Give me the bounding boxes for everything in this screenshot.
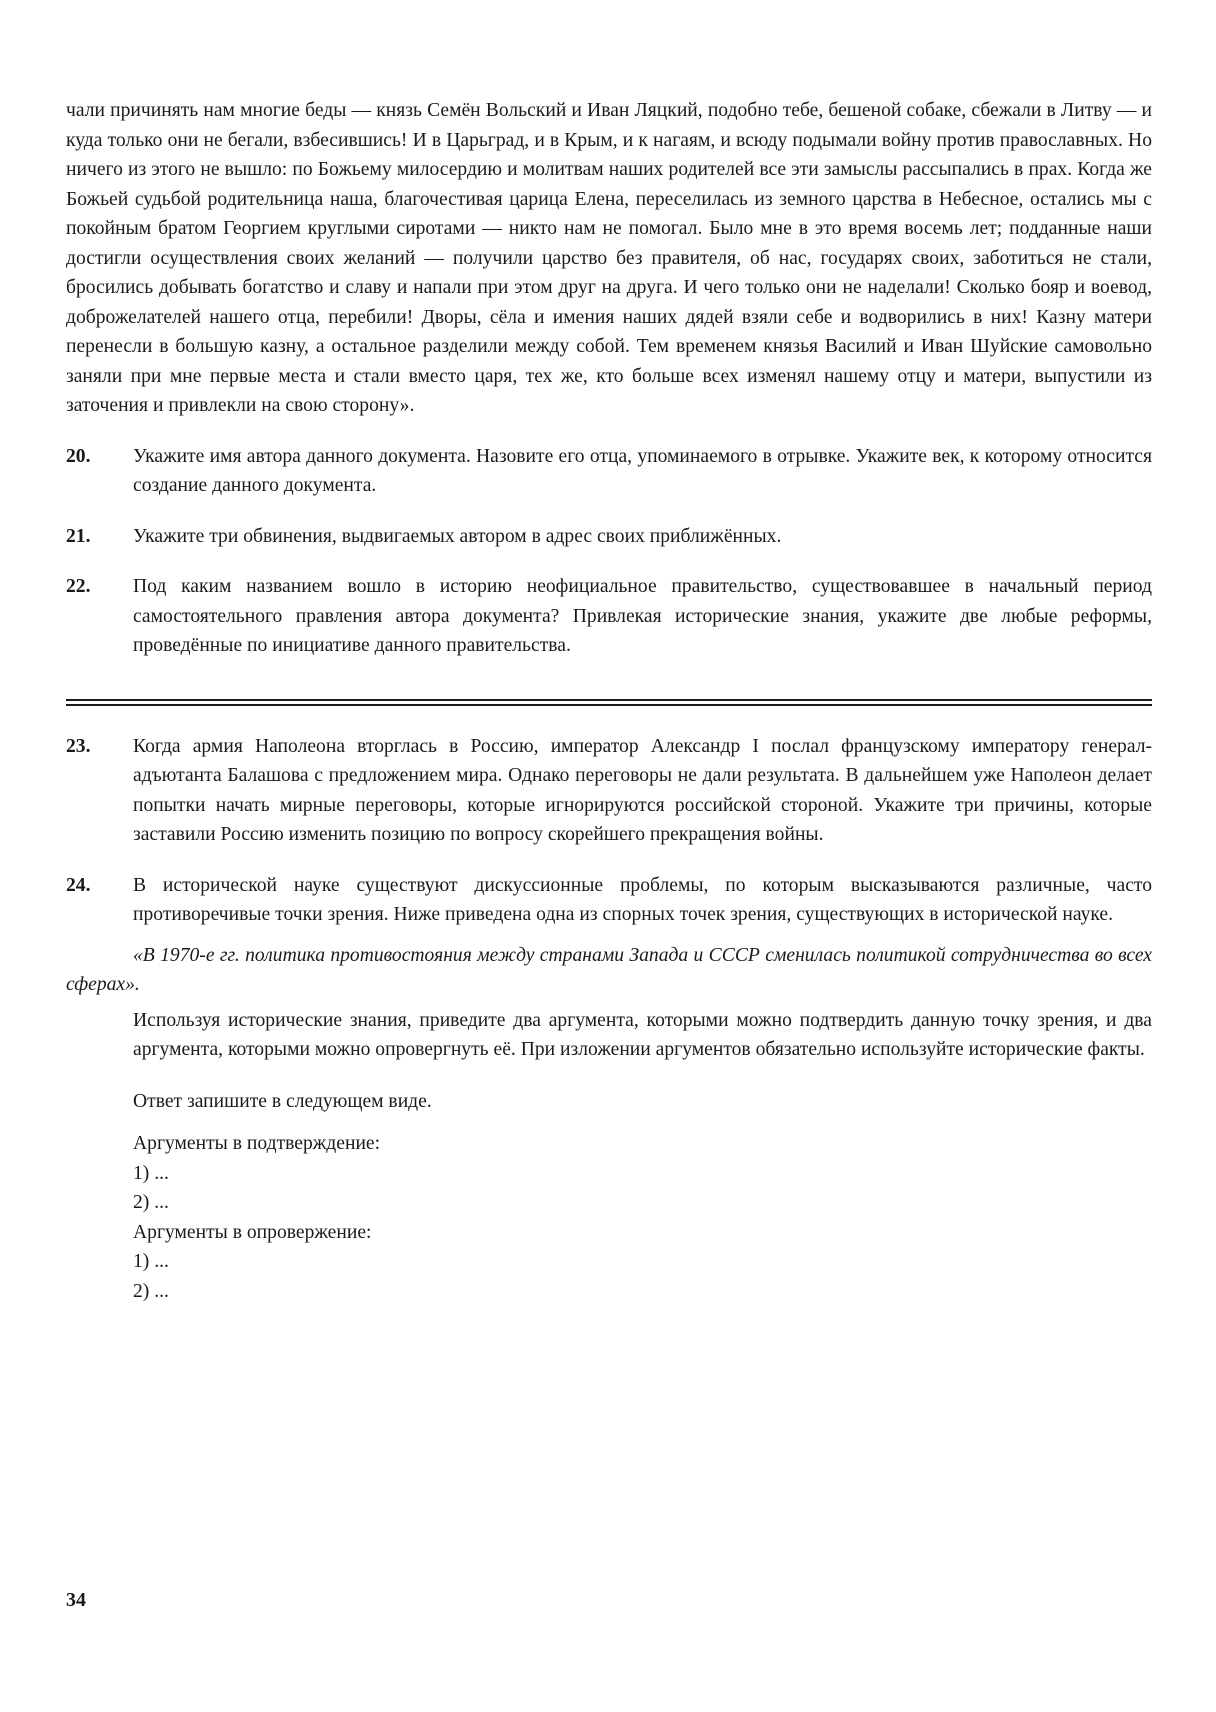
question-20 — [66, 442, 1152, 501]
section-divider — [66, 699, 1152, 706]
question-text: В исторической науке существуют дискуссионные проблемы, по которым высказываются различные, часто противоречивые точки зрения. Ниже приведена одна из спорных точек зрения, существующих в исторической науке. — [133, 874, 1152, 925]
refute-item-2: 2) ... — [133, 1280, 169, 1302]
support-heading: Аргументы в подтверждение: — [133, 1133, 381, 1154]
answer-format-note: Ответ запишите в следующем виде. — [133, 1090, 432, 1112]
refute-item-1: 1) ... — [133, 1251, 169, 1272]
question-24 — [66, 871, 1152, 930]
question-21 — [66, 522, 1152, 552]
question-text: Укажите имя автора данного документа. Назовите его отца, упоминаемого в отрывке. Укажите век, к которому относится создание данного документа. — [133, 445, 1152, 496]
refute-heading: Аргументы в опровержение: — [133, 1221, 372, 1243]
question-number: 23. — [66, 735, 91, 757]
question-22 — [66, 572, 1152, 661]
question-number: 24. — [66, 874, 91, 896]
question-number: 20. — [66, 445, 91, 467]
page-content — [66, 96, 1152, 1306]
question-23 — [66, 732, 1152, 850]
answer-template — [66, 1129, 1152, 1306]
source-excerpt: чали причинять нам многие беды — князь Семён Вольский и Иван Ляцкий, подобно тебе, бешеной собаке, сбежали в Литву — и куда только они не бегали, взбесившись! И в Царьград, и в Крым, и к нагаям, и всюду подымали войну против православных. Но ничего из этого не вышло: по Божьему милосердию и молитвам наших родителей все эти замыслы рассыпались в прах. Когда же Божьей судьбой родительница наша, благочестивая царица Елена, переселилась из земного царства в Небесное, остались мы с покойным братом Георгием круглыми сиротами — никто нам не помогал. Было мне в это время восемь лет; подданные наши достигли осуществления своих желаний — получили царство без правителя, об нас, государях своих, заботиться не стали, бросились добывать богатство и славу и напали при этом друг на друга. И чего только они не наделали! Сколько бояр и воевод, доброжелателей нашего отца, перебили! Дворы, сёла и имения наших дядей взяли себе и водворились в них! Казну матери перенесли в большую казну, а остальное разделили между собой. Тем временем князья Василий и Иван Шуйские самовольно заняли при мне первые места и стали вместо царя, тех же, кто больше всех изменял нашему отцу и матери, выпустили из заточения и привлекли на свою сторону». — [66, 100, 1152, 416]
question-text: Укажите три обвинения, выдвигаемых автором в адрес своих приближённых. — [133, 525, 782, 547]
disputed-viewpoint-quote: «В 1970-е гг. политика противостояния между странами Запада и СССР сменилась политикой сотрудничества во всех сферах». — [66, 944, 1152, 995]
q24-instruction: Используя исторические знания, приведите два аргумента, которыми можно подтвердить данную точку зрения, и два аргумента, которыми можно опровергнуть её. При изложении аргументов обязательно используйте исторические факты. — [133, 1009, 1152, 1060]
support-item-2: 2) ... — [133, 1192, 169, 1213]
question-number: 21. — [66, 525, 91, 547]
question-text: Под каким названием вошло в историю неофициальное правительство, существовавшее в начальный период самостоятельного правления автора документа? Привлекая исторические знания, укажите две любые реформы, проведённые по инициативе данного правительства. — [133, 576, 1152, 656]
support-item-1: 1) ... — [133, 1162, 169, 1184]
page-number: 34 — [66, 1589, 86, 1611]
question-text: Когда армия Наполеона вторглась в Россию, император Александр I послал французскому императору генерал-адъютанта Балашова с предложением мира. Однако переговоры не дали результата. В дальнейшем уже Наполеон делает попытки начать мирные переговоры, которые игнорируются российской стороной. Укажите три причины, которые заставили Россию изменить позицию по вопросу скорейшего прекращения войны. — [133, 735, 1152, 845]
question-number: 22. — [66, 576, 91, 597]
